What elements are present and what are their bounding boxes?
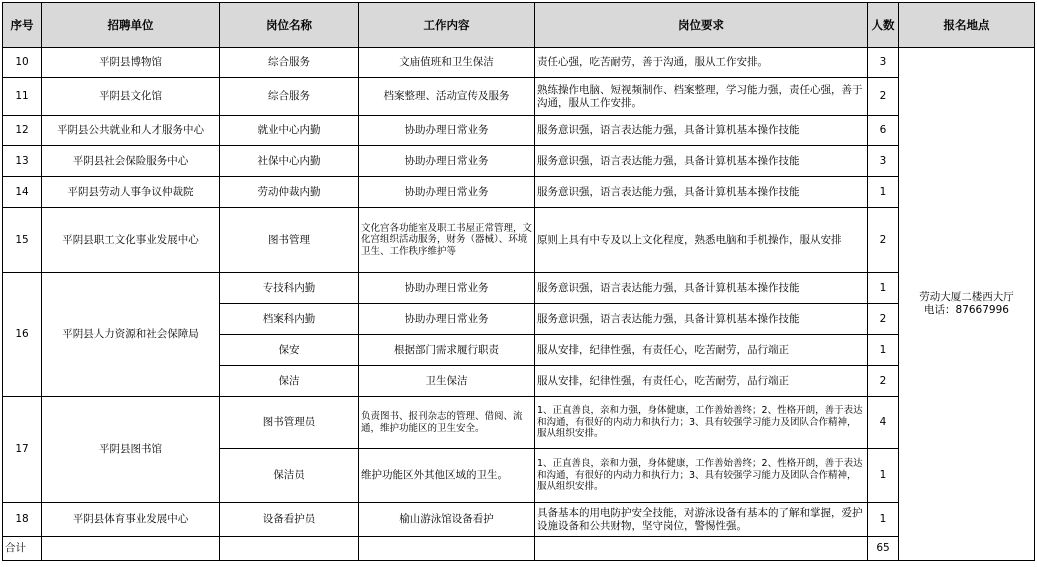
requirement-cell: 熟练操作电脑、短视频制作、档案整理，学习能力强，责任心强，善于沟通，服从工作安排。: [535, 78, 868, 116]
content-cell: 榆山游泳馆设备看护: [359, 503, 535, 537]
table-row: [3, 503, 1035, 537]
count-cell: 2: [868, 208, 899, 273]
unit-cell: 平阴县人力资源和社会保障局: [42, 273, 220, 397]
post-cell: 专技科内勤: [220, 273, 359, 304]
requirement-cell: 1、正直善良，亲和力强，身体健康，工作善始善终；2、性格开朗，善于表达和沟通，有很好的内动力和执行力；3、具有较强学习能力及团队合作精神，服从组织安排。: [535, 449, 868, 503]
post-cell: 社保中心内勤: [220, 146, 359, 177]
post-cell: 图书管理: [220, 208, 359, 273]
content-cell: 档案整理、活动宣传及服务: [359, 78, 535, 116]
header-seq: 序号: [3, 3, 42, 48]
content-cell: 协助办理日常业务: [359, 177, 535, 208]
total-count: 65: [868, 537, 899, 561]
requirement-cell: 1、正直善良，亲和力强，身体健康，工作善始善终；2、性格开朗，善于表达和沟通，有很好的内动力和执行力；3、具有较强学习能力及团队合作精神，服从组织安排。: [535, 397, 868, 449]
count-cell: 1: [868, 449, 899, 503]
seq-cell: 11: [3, 78, 42, 116]
content-cell: 维护功能区外其他区域的卫生。: [359, 449, 535, 503]
seq-cell: 10: [3, 48, 42, 78]
seq-cell: 12: [3, 116, 42, 146]
empty-cell: [42, 537, 220, 561]
unit-cell: 平阴县图书馆: [42, 397, 220, 503]
requirement-cell: 责任心强，吃苦耐劳，善于沟通，服从工作安排。: [535, 48, 868, 78]
total-row: [3, 537, 1035, 561]
table-row: [3, 48, 1035, 78]
post-cell: 劳动仲裁内勤: [220, 177, 359, 208]
unit-cell: 平阴县体育事业发展中心: [42, 503, 220, 537]
post-cell: 就业中心内勤: [220, 116, 359, 146]
header-requirement: 岗位要求: [535, 3, 868, 48]
content-cell: 负责图书、报刊杂志的管理、借阅、流通，维护功能区的卫生安全。: [359, 397, 535, 449]
table-row: [3, 116, 1035, 146]
total-label: 合计: [3, 537, 42, 561]
table-row: [3, 397, 1035, 449]
seq-cell: 14: [3, 177, 42, 208]
location-cell: [899, 48, 1035, 561]
recruitment-table: [2, 2, 1035, 561]
location-address: 劳动大厦二楼西大厅: [919, 291, 1014, 303]
seq-cell: 13: [3, 146, 42, 177]
count-cell: 2: [868, 78, 899, 116]
unit-cell: 平阴县社会保险服务中心: [42, 146, 220, 177]
requirement-cell: 服务意识强，语言表达能力强，具备计算机基本操作技能: [535, 177, 868, 208]
table-row: [3, 208, 1035, 273]
count-cell: 1: [868, 335, 899, 366]
requirement-cell: 服从安排，纪律性强，有责任心，吃苦耐劳，品行端正: [535, 335, 868, 366]
unit-cell: 平阴县博物馆: [42, 48, 220, 78]
post-cell: 设备看护员: [220, 503, 359, 537]
count-cell: 1: [868, 503, 899, 537]
seq-cell: 17: [3, 397, 42, 503]
requirement-cell: 具备基本的用电防护安全技能，对游泳设备有基本的了解和掌握，爱护设施设备和公共财物，坚守岗位，警惕性强。: [535, 503, 868, 537]
count-cell: 4: [868, 397, 899, 449]
content-cell: 协助办理日常业务: [359, 146, 535, 177]
count-cell: 6: [868, 116, 899, 146]
content-cell: 协助办理日常业务: [359, 304, 535, 335]
post-cell: 图书管理员: [220, 397, 359, 449]
seq-cell: 15: [3, 208, 42, 273]
count-cell: 1: [868, 273, 899, 304]
count-cell: 3: [868, 146, 899, 177]
header-content: 工作内容: [359, 3, 535, 48]
unit-cell: 平阴县劳动人事争议仲裁院: [42, 177, 220, 208]
requirement-cell: 服从安排，纪律性强，有责任心，吃苦耐劳，品行端正: [535, 366, 868, 397]
post-cell: 档案科内勤: [220, 304, 359, 335]
post-cell: 保洁: [220, 366, 359, 397]
table-row: [3, 273, 1035, 304]
unit-cell: 平阴县职工文化事业发展中心: [42, 208, 220, 273]
post-cell: 综合服务: [220, 48, 359, 78]
unit-cell: 平阴县文化馆: [42, 78, 220, 116]
count-cell: 1: [868, 177, 899, 208]
content-cell: 文化宫各功能室及职工书屋正常管理，文化宫组织活动服务，财务（器械）、环境卫生、工作秩序维护等: [359, 208, 535, 273]
content-cell: 卫生保洁: [359, 366, 535, 397]
requirement-cell: 服务意识强，语言表达能力强，具备计算机基本操作技能: [535, 146, 868, 177]
location-phone: 电话：87667996: [924, 304, 1009, 316]
header-count: 人数: [868, 3, 899, 48]
count-cell: 2: [868, 366, 899, 397]
post-cell: 综合服务: [220, 78, 359, 116]
content-cell: 协助办理日常业务: [359, 273, 535, 304]
header-unit: 招聘单位: [42, 3, 220, 48]
content-cell: 根据部门需求履行职责: [359, 335, 535, 366]
table-row: [3, 177, 1035, 208]
requirement-cell: 服务意识强，语言表达能力强，具备计算机基本操作技能: [535, 116, 868, 146]
seq-cell: 18: [3, 503, 42, 537]
requirement-cell: 服务意识强，语言表达能力强，具备计算机基本操作技能: [535, 273, 868, 304]
post-cell: 保安: [220, 335, 359, 366]
empty-cell: [359, 537, 535, 561]
empty-cell: [220, 537, 359, 561]
unit-cell: 平阴县公共就业和人才服务中心: [42, 116, 220, 146]
table-row: [3, 146, 1035, 177]
empty-cell: [535, 537, 868, 561]
requirement-cell: 原则上具有中专及以上文化程度，熟悉电脑和手机操作，服从安排: [535, 208, 868, 273]
content-cell: 文庙值班和卫生保洁: [359, 48, 535, 78]
header-post: 岗位名称: [220, 3, 359, 48]
seq-cell: 16: [3, 273, 42, 397]
content-cell: 协助办理日常业务: [359, 116, 535, 146]
header-row: [3, 3, 1035, 48]
post-cell: 保洁员: [220, 449, 359, 503]
table-row: [3, 78, 1035, 116]
header-location: 报名地点: [899, 3, 1035, 48]
count-cell: 3: [868, 48, 899, 78]
requirement-cell: 服务意识强，语言表达能力强，具备计算机基本操作技能: [535, 304, 868, 335]
count-cell: 2: [868, 304, 899, 335]
